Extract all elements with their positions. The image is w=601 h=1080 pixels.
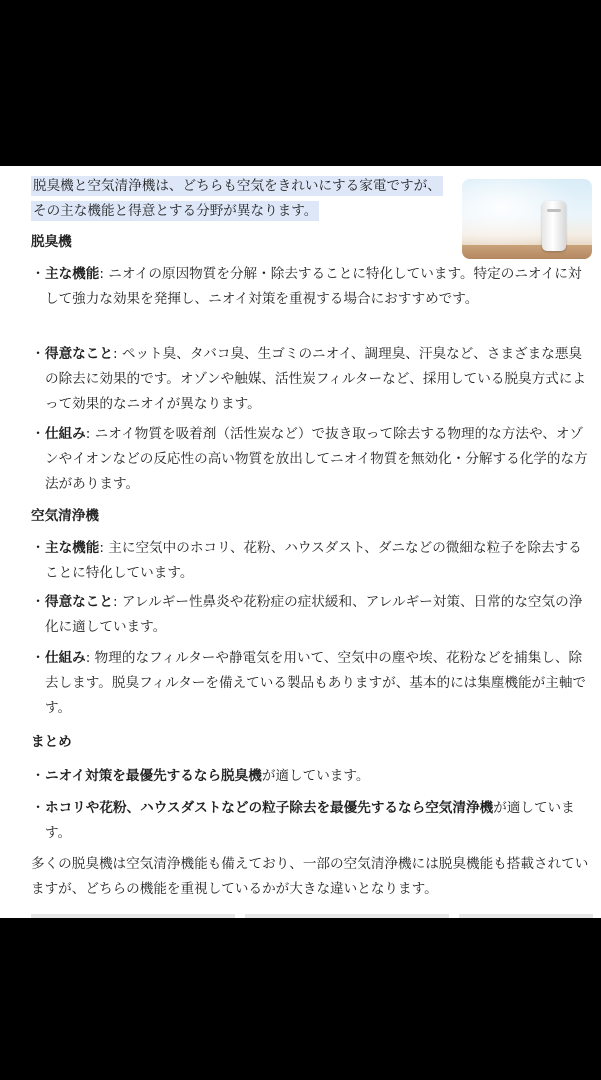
item-label: 得意なこと	[45, 346, 113, 362]
list-item	[31, 342, 593, 417]
list-item	[31, 422, 593, 497]
section-title-summary: まとめ	[31, 734, 72, 750]
summary-bold: ニオイ対策を最優先するなら脱臭機	[45, 768, 262, 784]
section-title-deodorizer: 脱臭機	[31, 234, 72, 250]
item-label: 主な機能	[45, 540, 100, 556]
closing-paragraph: 多くの脱臭機は空気清浄機能も備えており、一部の空気清浄機には脱臭機能も搭載されていますが、どちらの機能を重視しているかが大きな違いとなります。	[31, 856, 589, 897]
summary-bold: ホコリや花粉、ハウスダストなどの粒子除去を最優先するなら空気清浄機	[45, 800, 494, 816]
item-label: 仕組み	[45, 426, 86, 442]
item-text: : 主に空気中のホコリ、花粉、ハウスダスト、ダニなどの微細な粒子を除去することに特化しています。	[45, 540, 582, 581]
summary-text: が適しています。	[261, 768, 370, 784]
intro-paragraph	[31, 174, 451, 224]
item-label: 得意なこと	[45, 594, 113, 610]
list-item	[31, 262, 593, 312]
item-text: : ペット臭、タバコ臭、生ゴミのニオイ、調理臭、汗臭など、さまざまな悪臭の除去に効果的です。オゾンや触媒、活性炭フィルターなど、採用している脱臭方式によって効果的なニオイが異なります。	[45, 346, 587, 412]
list-item	[31, 536, 593, 586]
section-title-air-purifier: 空気清浄機	[31, 508, 99, 524]
bullet-dot: ・	[31, 266, 45, 282]
bullet-dot: ・	[31, 346, 45, 362]
list-item	[31, 764, 593, 789]
bullet-dot: ・	[31, 800, 45, 816]
item-text: : ニオイ物質を吸着剤（活性炭など）で抜き取って除去する物理的な方法や、オゾンやイオンなどの反応性の高い物質を放出してニオイ物質を無効化・分解する化学的な方法があります。	[45, 426, 588, 492]
item-text: : ニオイの原因物質を分解・除去することに特化しています。特定のニオイに対して強力な効果を発揮し、ニオイ対策を重視する場合におすすめです。	[45, 266, 582, 307]
bullet-dot: ・	[31, 650, 45, 666]
item-label: 仕組み	[45, 650, 86, 666]
list-item	[31, 590, 593, 640]
item-label: 主な機能	[45, 266, 100, 282]
item-text: : 物理的なフィルターや静電気を用いて、空気中の塵や埃、花粉などを捕集し、除去します。脱臭フィルターを備えている製品もありますが、基本的には集塵機能が主軸です。	[45, 650, 587, 716]
air-purifier-thumbnail[interactable]	[462, 179, 592, 259]
summary-text: が適しています。	[45, 800, 575, 841]
thumbnail-table	[462, 245, 592, 259]
bullet-dot: ・	[31, 426, 45, 442]
bullet-dot: ・	[31, 540, 45, 556]
air-purifier-icon	[542, 201, 566, 251]
bullet-dot: ・	[31, 768, 45, 784]
item-text: : アレルギー性鼻炎や花粉症の症状緩和、アレルギー対策、日常的な空気の浄化に適しています。	[45, 594, 583, 635]
list-item	[31, 796, 593, 846]
answer-content	[0, 166, 601, 918]
bottom-black-bar	[0, 918, 601, 1080]
list-item	[31, 646, 593, 721]
bullet-dot: ・	[31, 594, 45, 610]
intro-text: 脱臭機と空気清浄機は、どちらも空気をきれいにする家電ですが、その主な機能と得意とする分野が異なります。	[33, 178, 441, 219]
top-black-bar	[0, 0, 601, 166]
